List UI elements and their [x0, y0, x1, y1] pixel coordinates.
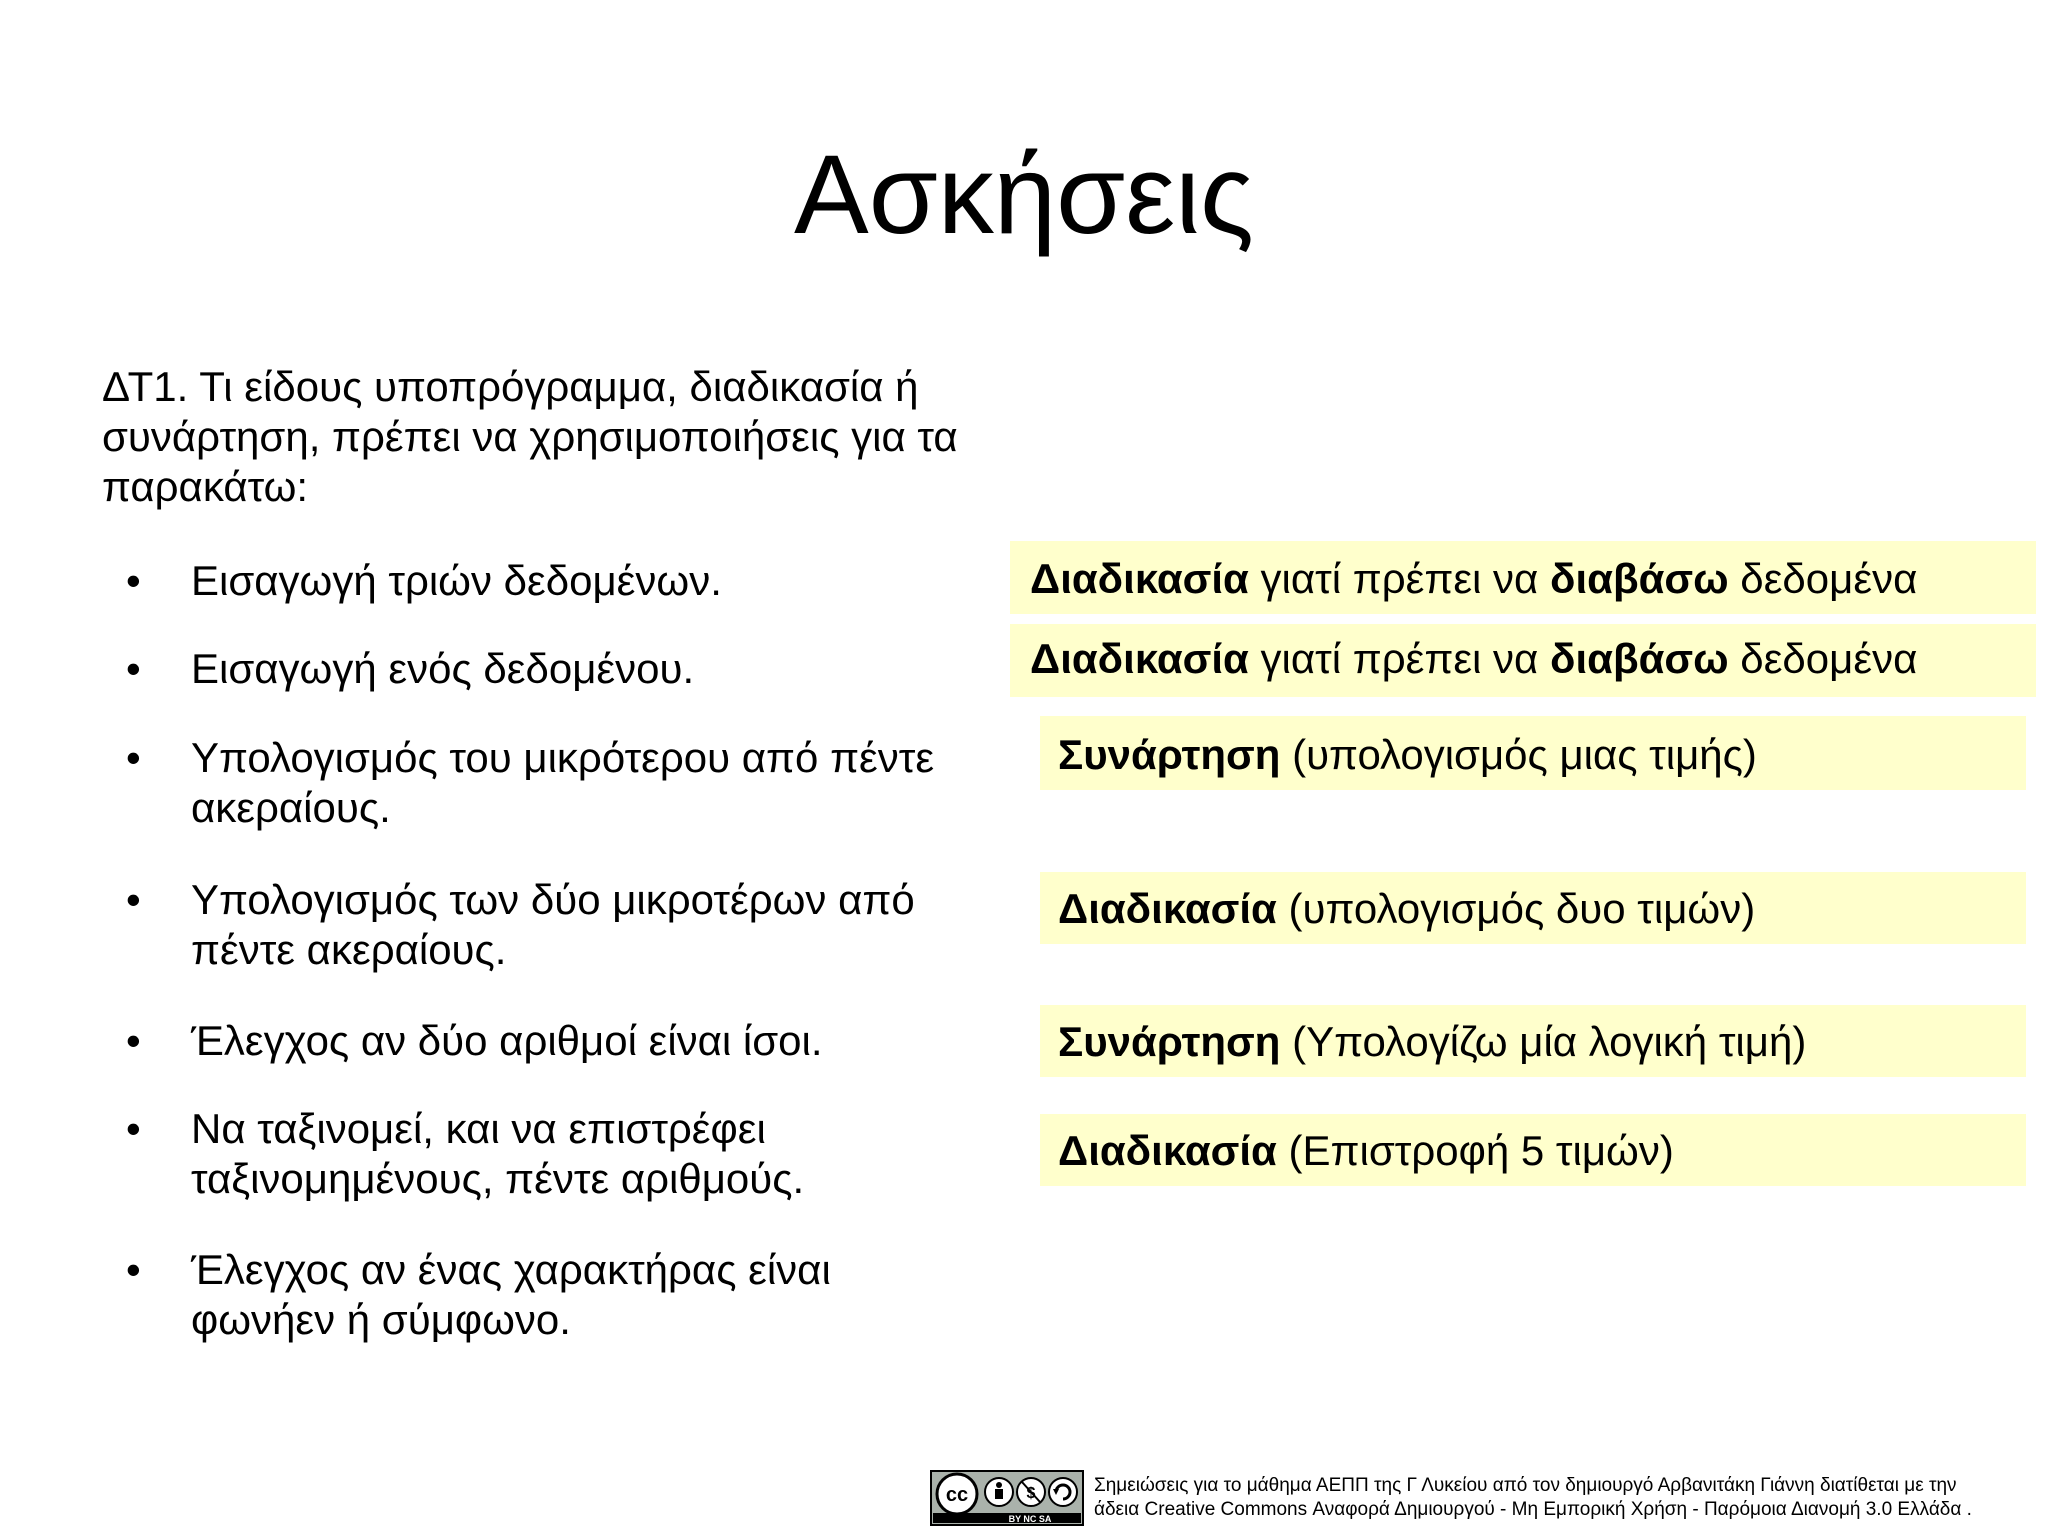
answer-box	[1040, 1114, 2026, 1186]
answer-box	[1040, 1005, 2026, 1077]
list-item-line: Εισαγωγή ενός δεδομένου.	[191, 645, 695, 692]
answer-text: δεδομένα	[1728, 555, 1918, 602]
answer-keyword: Διαδικασία	[1030, 635, 1249, 682]
answer-text: γιατί πρέπει να	[1248, 635, 1551, 682]
list-item-line: Έλεγχος αν δύο αριθμοί είναι ίσοι.	[191, 1017, 823, 1064]
slide-title: Ασκήσεις	[793, 132, 1255, 257]
list-item-line: ταξινομημένους, πέντε αριθμούς.	[191, 1155, 805, 1202]
cc-label: cc	[945, 1484, 969, 1506]
answer-keyword: Διαδικασία	[1030, 555, 1249, 602]
answer-text: δεδομένα	[1728, 635, 1918, 682]
list-item	[191, 644, 1031, 694]
list-item-line: πέντε ακεραίους.	[191, 926, 507, 973]
bullet-marker: •	[126, 1017, 141, 1064]
creative-commons-badge-icon[interactable]	[930, 1470, 1084, 1526]
bullet-marker: •	[126, 557, 141, 604]
list-item	[191, 1104, 1031, 1204]
svg-text:$: $	[1026, 1485, 1036, 1502]
license-line: Σημειώσεις για το μάθημα ΑΕΠΠ της Γ Λυκείου από τον δημιουργό Αρβανιτάκη Γιάννη διατίθεται με την	[1094, 1475, 1957, 1496]
answer-text: (υπολογισμός δυο τιμών)	[1276, 885, 1756, 932]
list-item-line: Υπολογισμός των δύο μικροτέρων από	[191, 876, 915, 923]
license-line: άδεια Creative Commons Αναφορά Δημιουργού - Μη Εμπορική Χρήση - Παρόμοια Διανομή 3.0 Ελλάδα .	[1094, 1499, 1972, 1520]
cc-badge-terms: BY NC SA	[1008, 1514, 1052, 1524]
answer-box	[1040, 716, 2026, 790]
list-item-line: Έλεγχος αν ένας χαρακτήρας είναι	[191, 1246, 831, 1293]
answer-text: γιατί πρέπει να	[1248, 555, 1551, 602]
bullet-marker: •	[126, 645, 141, 692]
bullet-marker: •	[126, 1105, 141, 1152]
list-item	[191, 875, 1031, 975]
list-item	[191, 556, 1031, 606]
list-item	[191, 1016, 1031, 1066]
answer-keyword: Συνάρτηση	[1058, 731, 1281, 778]
answer-keyword: διαβάσω	[1550, 555, 1729, 602]
list-item-line: Να ταξινομεί, και να επιστρέφει	[191, 1105, 766, 1152]
answer-keyword: Διαδικασία	[1058, 885, 1277, 932]
bullet-marker: •	[126, 1246, 141, 1293]
list-item	[191, 1245, 1031, 1345]
list-item-line: φωνήεν ή σύμφωνο.	[191, 1296, 571, 1343]
answer-keyword: Διαδικασία	[1058, 1127, 1277, 1174]
answer-keyword: Συνάρτηση	[1058, 1018, 1281, 1065]
list-item-line: Υπολογισμός του μικρότερου από πέντε	[191, 734, 935, 781]
bullet-marker: •	[126, 876, 141, 923]
answer-box	[1010, 624, 2036, 697]
question-text: ΔΤ1. Τι είδους υποπρόγραμμα, διαδικασία ή συνάρτηση, πρέπει να χρησιμοποιήσεις για τα παρακάτω:	[102, 363, 958, 510]
license-notice	[1094, 1474, 2044, 1522]
answer-text: (Υπολογίζω μία λογική τιμή)	[1280, 1018, 1807, 1065]
answer-box	[1040, 872, 2026, 944]
list-item	[191, 733, 1031, 833]
list-item-line: ακεραίους.	[191, 784, 391, 831]
bullet-marker: •	[126, 734, 141, 781]
answer-box	[1010, 541, 2036, 614]
list-item-line: Εισαγωγή τριών δεδομένων.	[191, 557, 722, 604]
answer-text: (υπολογισμός μιας τιμής)	[1280, 731, 1757, 778]
answer-keyword: διαβάσω	[1550, 635, 1729, 682]
answer-text: (Επιστροφή 5 τιμών)	[1276, 1127, 1674, 1174]
